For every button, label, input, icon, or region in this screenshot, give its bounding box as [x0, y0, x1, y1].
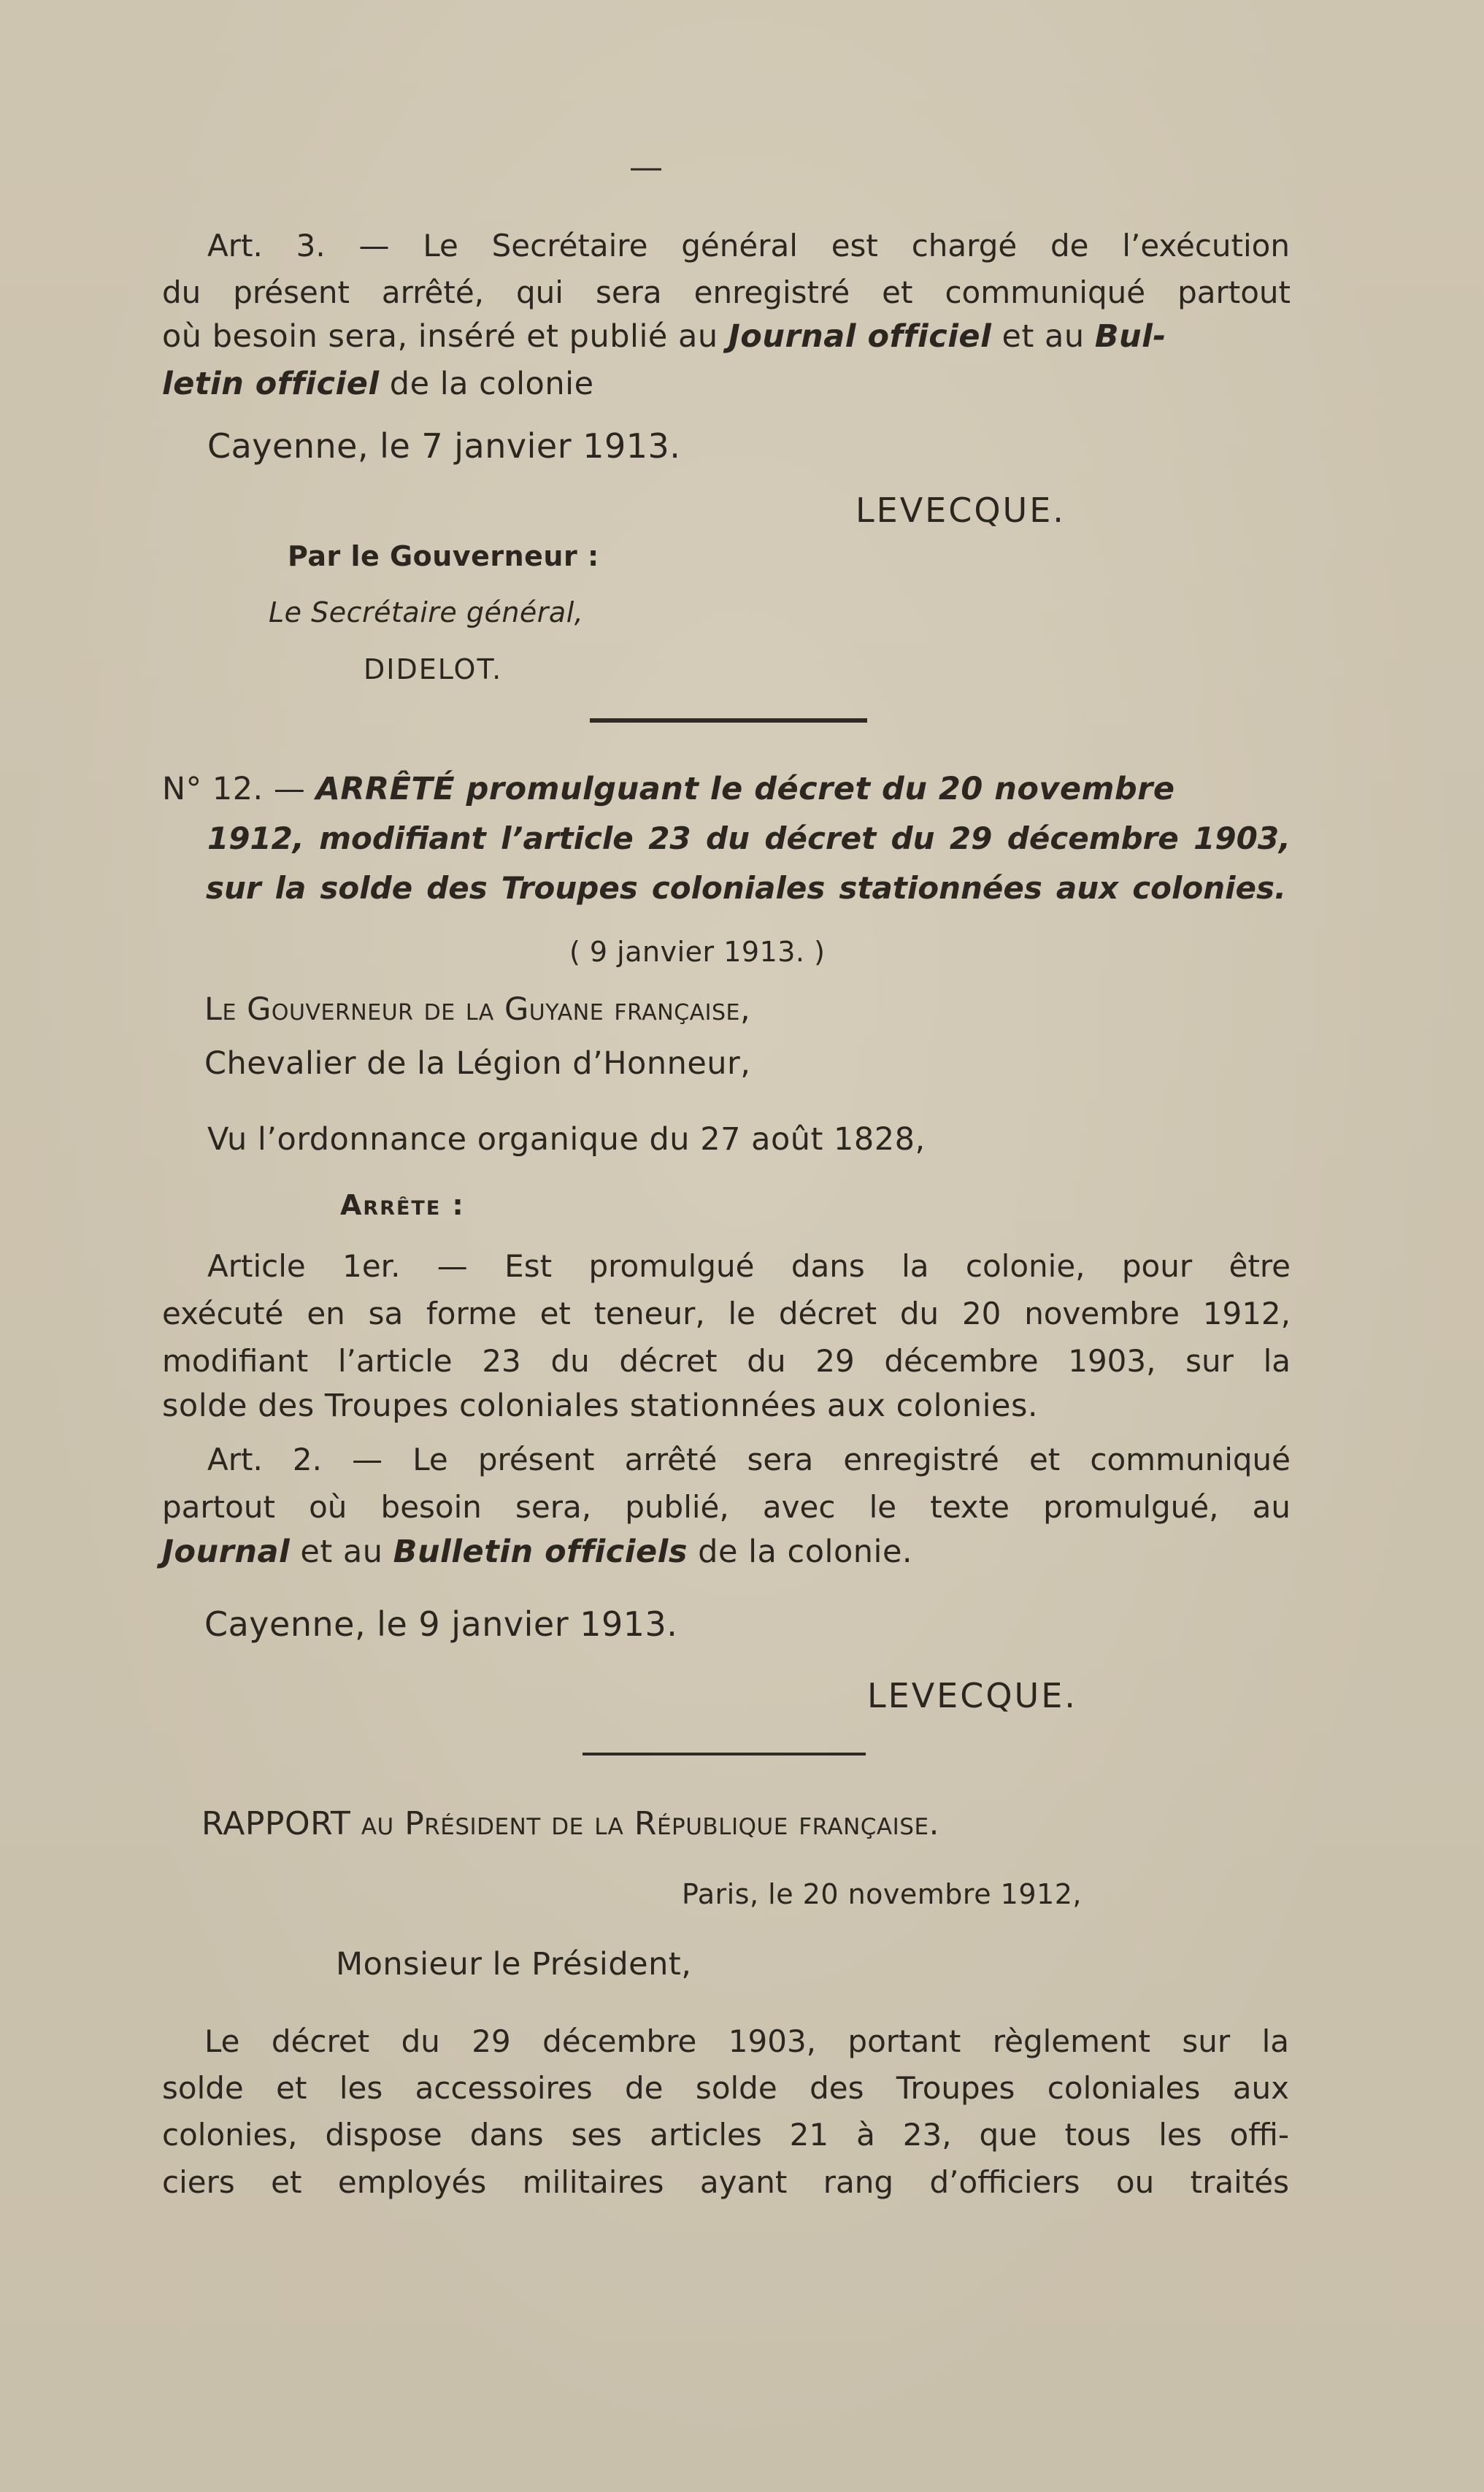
rapport-title: RAPPORT au Président de la République française.	[201, 1805, 940, 1842]
article1-line-1: Article 1er. — Est promulgué dans la colonie, pour être	[207, 1248, 1291, 1284]
art3-line-3: où besoin sera, inséré et publié au Journal officiel et au Bul-	[162, 318, 1166, 355]
gouverneur-line-2: Chevalier de la Légion d’Honneur,	[204, 1045, 751, 1082]
separator-rule-2	[583, 1753, 866, 1755]
separator-rule-1	[590, 718, 867, 723]
salutation: Monsieur le Président,	[336, 1946, 692, 1983]
rapport-line-2: solde et les accessoires de solde des Troupes coloniales aux	[162, 2070, 1289, 2106]
par-le-gouverneur: Par le Gouverneur :	[288, 540, 599, 572]
art3-line-4: letin officiel de la colonie	[162, 366, 594, 402]
header-dash: —	[629, 147, 663, 186]
n12-title-line-1: N° 12. — ARRÊTÉ promulguant le décret du 20 novembre	[162, 771, 1175, 807]
art3-line-2: du présent arrêté, qui sera enregistré et communiqué partout	[162, 274, 1291, 310]
article1-line-2: exécuté en sa forme et teneur, le décret du 20 novembre 1912,	[162, 1296, 1291, 1331]
rapport-place-date: Paris, le 20 novembre 1912,	[682, 1878, 1082, 1910]
art3-date: Cayenne, le 7 janvier 1913.	[207, 426, 681, 466]
vu-line: Vu l’ordonnance organique du 27 août 1828,	[207, 1121, 926, 1158]
secretaire-general: Le Secrétaire général,	[269, 596, 584, 628]
didelot: DIDELOT.	[364, 653, 503, 685]
rapport-line-4: ciers et employés militaires ayant rang d’officiers ou traités	[162, 2164, 1289, 2200]
n12-signature: LEVECQUE.	[867, 1676, 1077, 1715]
gouverneur-line-1: Le Gouverneur de la Guyane française,	[204, 991, 751, 1028]
n12-title-line-2: 1912, modifiant l’article 23 du décret du 29 décembre 1903,	[207, 820, 1291, 856]
art3-signature: LEVECQUE.	[856, 491, 1066, 530]
rapport-line-3: colonies, dispose dans ses articles 21 à 23, que tous les offi-	[162, 2117, 1289, 2153]
art2-line-2: partout où besoin sera, publié, avec le texte promulgué, au	[162, 1489, 1291, 1525]
n12-title-line-3: sur la solde des Troupes coloniales stationnées aux colonies.	[206, 870, 1286, 906]
article1-line-3: modifiant l’article 23 du décret du 29 décembre 1903, sur la	[162, 1343, 1291, 1379]
arrete-heading: Arrête :	[340, 1189, 465, 1221]
art2-line-3: Journal et au Bulletin officiels de la colonie.	[162, 1534, 913, 1570]
n12-closing-date: Cayenne, le 9 janvier 1913.	[204, 1604, 678, 1644]
article1-line-4: solde des Troupes coloniales stationnées aux colonies.	[162, 1388, 1039, 1424]
art2-line-1: Art. 2. — Le présent arrêté sera enregistré et communiqué	[207, 1442, 1291, 1477]
n12-date: ( 9 janvier 1913. )	[569, 936, 826, 968]
art3-line-1: Art. 3. — Le Secrétaire général est chargé de l’exécution	[207, 228, 1290, 264]
rapport-line-1: Le décret du 29 décembre 1903, portant règlement sur la	[204, 2023, 1289, 2059]
